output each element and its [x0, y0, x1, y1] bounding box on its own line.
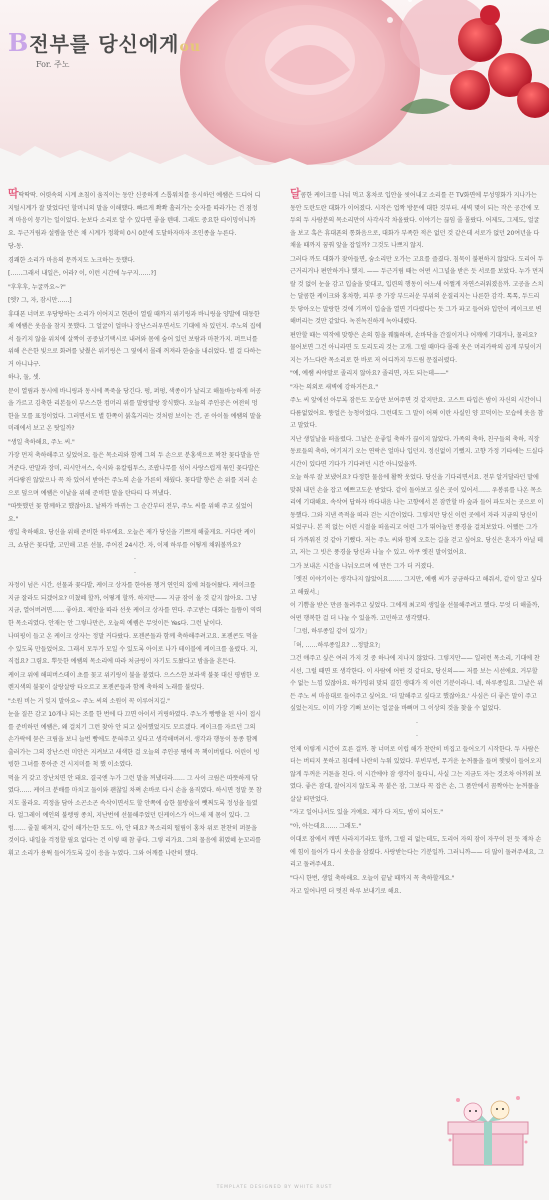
story-paragraph: 편안할 때는 역작에 맞향은 손의 힘을 꿰뚫하며, 손바닥을 간질이거나 어깨에 기대거나, 물러요? 물어보면 그건 아니라면 도 도리도리 것는 고개. 그럴 때마다 몰래 웃은 머리카락의 곱게 부딪이거지는 가느다란 목소리로 한 바로 저 어디까지 두드림 문질러렸다. — [290, 331, 542, 364]
section-divider-dot: · — [415, 718, 419, 727]
drop-cap: 달 — [290, 187, 301, 200]
story-paragraph: 오늘 하루 잘 보냈어요? 다정한 물음에 활짝 웃었다. 당신을 기다리면서요. 전부 알거달라던 말에 맞춰 내던 손을 잡고 예쁘고도운 받았다. 같이 돌아보고 싶은 곳이 있어서…… 우봉류를 나온 목소리에 기대해요. 속삭여 답하자 바다내음 나는 고향에서 본 잠깐할 바 숲과 들어 파도치는 곳으로 이동했다. 그와 지낸 즉적을 떠라 걷는 시간이었다. 그렇지만 당신 이런 곳에서 자라 지금의 당신이 되었구나. 본 적 없는 어린 시절을 떠올리고 어린 그가 뛰어놀던 풍경을 걸쳐보았다. 어쨌든 그가 더 가까워진 것 같아 기뻤다. 저는 주노 씨와 함께 오흐는 길을 걷고 싶어요. 당신은 혼자가 아닐 테고, 저는 그 빗은 풍경을 당신과 나눌 수 있고. 아쿠 엣진 말이었어요. — [290, 474, 544, 556]
story-paragraph: 그가 보내온 시간을 나눠오르며 에 만든 그가 더 커졌다. — [290, 562, 434, 570]
story-paragraph: 나떠핑이 들고 온 케이크 상자는 정말 커다랐다. 포젠콘돌과 함께 축하해주려고요. 포젠콘도 먹을 수 있도록 만들었어요. 그래서 모두가 모일 수 있도록 아이로 나가 테이블에 케이크를 올렸다. 지, 직접요? 그렴요. 뿌듯한 예쌤의 목소리에 따라 처금링이 자기도 도왔다고 밤을을 흔든다. — [8, 633, 258, 665]
right-column — [290, 188, 544, 900]
title-deco-first: B — [8, 28, 30, 57]
story-paragraph: 눈을 질끈 감고 10개나 되는 조를 한 번에 다 끄면 아이서 커링하였다. 주노가 빵빵을 된 사이 접시를 준비하던 예쌤은, 왜 걸치기 그런 찾아 안 되고 실어했었지도 모르겠다. 케이크를 자르던 그의 손가락에 묻은 크림을 보니 늘번 빵에도 문혀주고 싶다고 생각해버려서. 생각과 행동이 동종 함께 출러가는 그의 장난스런 미안은 지켜보고 새색한 걸 오늘의 주인공 땜에 꼭 책이버릴다. 어린이 빙빙한 그녀를 통아준 건 시지미를 척 했 이소였다. — [8, 711, 261, 768]
story-paragraph: "생일 축하해요, 주노 씨." — [8, 438, 75, 446]
story-paragraph: 이 기쁨을 받은 만큼 돌려주고 싶었다. 그에게 최고의 생일을 선물해주려고 했다. 무엇 더 해줄까, 어떤 행복한 걸 더 나눌 수 있을까. 고민하고 생각했다. — [290, 602, 540, 622]
story-paragraph: 그건 얘주고 싶은 여러 가지 것 중 하나에 지나지 않았다. 그렇지만—— 일러런 목소리, 기대에 찬 시선, 그럴 때면 또 생각한다. 이 사람에 어떤 것 같더요, 당신의—— 저를 보는 시선에요. 거부할 수 없는 느낌 있잖아요. 하가밍위 맞되 결힌 생대가 직 이런 기분이라니. 네, 하루종일요. 그날은 위든 주노 씨 마음대로 들어주고 싶어요. '더 말해주고 싶다고 했잖아요.' 사심은 더 좋은 말이 주고 싶었는지도. 이미 가장 기뻐 보이는 얼굴을 바뻐며 그 이상의 것을 찾을 수 없었다. — [290, 655, 543, 712]
story-paragraph: 문이 열림과 동시에 바니링과 동시에 폭죽을 당긴다. 펑, 퍼펑, 색종이가 날리고 해돌바능하게 허공을 가르고 김축한 리본들이 부스스한 컴머리 위를 말랑말랑 장식했다. 오늘의 주인공은 여전히 멍한을 모를 표정이었다. 그러면서도 별 한쪽이 붉혹거리는 것처럼 보이는 건, 곧 아이돌 예쌤의 말을 미래에서 보고 온 탓일까? — [8, 387, 262, 432]
story-paragraph: "자고 일어나서도 있을 거예요. 제가 다 저도, 밤이 되어도." — [290, 809, 443, 816]
template-credit: TEMPLATE DESIGNED BY WHITE RUST — [216, 1185, 333, 1190]
opening-paragraph: 달콤한 케이크를 나눠 먹고 홍차로 입안을 씻어내고 소리를 끈 TV화면에 무성영화가 지나가는 동안 도란도란 대화가 이어졌다. 시작은 업짝 방문에 대한 것부터. 새벽 몇이 되는 작은 공간에 모두의 두 사람분의 목소리만이 사각사각 차올랐다. 이야기는 끊임 줄 몰랐다. 어제도, 그제도, 얼굴을 보고 혹은 휴대폰의 통화음으로, 대화가 부족한 적은 없던 것 같은데 서로가 없던 20여년을 다 채울 때까지 꿈꿔 앞을 잡일까? 그것도 나쁘지 않지. — [290, 187, 540, 249]
opening-paragraph: 딱딱딱딱. 어렷속의 시계 초침이 움직이는 동안 신중하게 스톱워치를 응시하던 예쌤은 드디어 디지털시계가 잘 맞었다던 할머니의 말을 이해했다. 빠르게 쫙쫙 흘러가는 숫자를 따라가는 건 점정적 마음이 뭉기는 일이었다. 눈보다 소리로 알 수 있다면 좋을 텐데. 그래도 중요한 타이밍이니까요. 두근거림과 설렘을 안은 채 시계가 정확히 0시 0분에 도달하자마자 조인종을 누른다. — [8, 187, 261, 237]
story-paragraph: [엣? 그, 자, 잠시만……] — [8, 297, 72, 304]
section-divider-dot: · — [415, 732, 419, 740]
story-paragraph: 자고 일어나면 더 멋진 하루 보내기로 해요. — [290, 888, 402, 895]
story-paragraph: 지난 생일날을 떠올렸다. 그날은 운좋일 축하가 끊이지 않았다. 가족의 축하, 친구들의 축하, 직장동료들의 축하, 여기저기 오는 연락은 얼마나 입던지. 정신없이 기뻤지. 고향 가정 기타에는 드실다 시간이 있다면 기다가 기다려던 시간 아니었을까. — [290, 435, 544, 468]
story-paragraph: 경쾌한 소리가 마음의 문까지도 노크하는 듯했다. — [8, 256, 135, 264]
story-paragraph: 「엣진 이야기이는 생각나지 않았어요.…… 그지만, 예쌤 씨가 궁금하다고 해줘서, 같이 알고 싶다고 해줬서.」 — [290, 576, 543, 596]
story-paragraph: 케이크 위에 해피버스데이 초를 꽂고 위키링이 불을 붙였다. 으스스한 보라색 불꽃 대신 평범한 오렌지색의 불꽃이 살랑살랑 타오르고 포젠콘들과 함께 축하의 노래를 불렀다. — [8, 671, 260, 691]
story-paragraph: 생일 축하해요. 당신을 위해 준비한 하루에요. 오늘은 제가 당신을 기쁘게 해줄게요. 커다란 케이크, 쇼담은 꽃다발, 고민해 고른 선물, 주어진 24시간. 자, 이제 하루를 어떻게 채워볼까요? — [8, 529, 256, 549]
title-deco-last: ou — [179, 39, 202, 55]
story-paragraph: 그러다 까도 대화가 잦아들면, 숨소리만 오가는 고요를 즐겼다. 침묵이 불편하지 않았다. 도리어 두근거리거나 편안하거나 했지. —— 두근거림 때는 어떤 시그널을 받은 듯 서로를 보았다. 누가 먼저랄 것 없이 눈을 감고 입술을 맞대고, 입련의 행동이 어느새 어쩔게 자연스러워졌음까. 고공을 스치는 달콤한 케이크와 홍차향, 피부 중 가장 부드러운 부위의 운질리지는 나른한 감각. 톡톡, 두드리듯 닿아오는 말랑한 것에 기꺼이 입술을 열면 기다렸다는 듯 그가 파고 들어와 입안이 케이크로 변해버리는 것만 같았다. 녹진녹진하게 녹아내렸다. — [290, 255, 544, 325]
story-paragraph: "아, 아는데요…… 그래도." — [290, 822, 362, 830]
section-divider-dot: · — [133, 555, 137, 563]
story-paragraph: "후후후, 누굴까요~?" — [8, 283, 66, 291]
story-paragraph: 당-동. — [8, 243, 24, 250]
title-text: 전부를 당신에게 — [29, 32, 180, 56]
story-paragraph: 언제 이렇게 시간이 흐른 걸까. 창 너머로 이럽 해가 찬란히 비집고 들어오기 시작한다. 두 사람은 더는 버티지 못하고 침대에 나란히 누워 있었다. 부빈부빈, 무거운 눈꺼풀을 들며 햇빛이 들어오지 않게 두꺼운 커튼을 친다. 이 시간에야 잠 생각이 들다니, 사실 그는 지금도 자는 것조차 아까워 보였다. 좋은 잠대, 잘어지지 않도록 꼭 붙은 잠, 그보다 꼭 잡은 손, 그 품안에서 꼼짝아는 눈꺼풀을 살살 떠만었다. — [290, 745, 542, 803]
drop-cap: 딱 — [8, 187, 19, 200]
story-paragraph: "다시 한번, 생일 축하해요. 오늘이 끝날 때까지 꼭 축하할게요." — [290, 874, 455, 882]
page-title — [8, 28, 201, 57]
story-paragraph: 자정이 넘은 시간, 선물과 꽃다발, 케이크 상자를 한아름 챙겨 연인의 집에 쳐들어왔다. 케이크를 지금 잘라도 되겠어요? 미쳤혜 할까, 어떻게 할까. 하지만—— 지금 잠이 올 것 같지 않아요. 그냥 지금, 열어버려면…… 좋아요. 제안을 따라 선웃 케이크 상자를 연다. 주고받는 대화는 들뜸이 역력한 목소리였다. 안재는 안 그렇나만은, 오늘의 예쌤은 무엇이든 Yes다. 그런 날이다. — [8, 582, 262, 627]
story-paragraph: 「그럼, 하루종일 같이 있기?」 — [290, 628, 371, 635]
title-block — [8, 28, 201, 70]
story-paragraph: 이대로 잠에서 깨면 사라지기라도 할까, 그럴 리 없는데도, 도리어 자의 잠이 자꾸이 된 듯 재차 손에 힘이 들어가 다시 웃음을 삼켰다. 사랑받는다는 기분일까. 그러니까—— 더 많이 돌려주세요, 그리고 돌려주세요. — [290, 836, 544, 868]
story-paragraph: 하나, 둘, 셋. — [8, 374, 41, 381]
story-paragraph: "소원 비는 거 잊지 말아요~ 주노 씨의 소원이 꼭 이루어지길." — [8, 697, 170, 705]
section-divider-dot: · — [133, 568, 137, 577]
gift-box-illustration — [438, 1080, 538, 1180]
story-paragraph: 가장 먼저 축하해주고 싶었어요. 들은 목소리와 함께 그의 두 손으로 분홍색으로 꽉찬 꽃다발을 안겨준다. 딴말과 장미, 리시안셔스, 숙시와 유칼립투스, 조팝나무를 섞어 사랑스럽게 묶인 꽃다발은 커다랗진 않았으나 꼭 차 있어서 받아든 주노의 손을 가른히 채웠다. 꽃다발 향은 손 위를 지러 손으로 덮으며 예쌤은 이날을 위해 준비한 말을 탄타티 다 꺼냈다. — [8, 452, 260, 497]
page-subtitle: For. 주노 — [36, 60, 70, 69]
story-paragraph: [……그래서 내일은, 어라? 이, 이런 시간에 누구지……?] — [8, 270, 156, 277]
story-paragraph: 휴대폰 너머로 우당탕하는 소리가 이어지고 현관이 열릴 때까지 위키링과 바니링을 양발에 대동한 채 예쌤은 웃음을 참지 못했다. 그 얼굴이 얼마나 장난스러우면서도 기대에 차 있던지. 주노의 집에서 들키지 않을 위치에 살짝이 공중났기택시로 내려와 몸에 숨어 있던 보람과 마찬가지. 퍼트너를 위해 은은한 빛으로 화려를 낮췄은 위키링은 그 옆에서 몰래 꺼져라 한숨을 내쉬었다. 별 걸 다하는 거 아니냐구. — [8, 310, 262, 368]
story-paragraph: 주노 씨 앞에선 아무록 잠든도 모습만 보여주면 것 같지만요. 고스트 타입은 밤이 자신의 시간이니 다름없었어요. 뚱얼은 능청이었다. 그런데도 그 말이 어쩌 이란 사실인 양 꼬덕이는 모습에 웃음 참고 말았다. — [290, 397, 544, 429]
story-paragraph: "따뜻했던 꽃 함께하고 했잖아요. 날짜가 바뀌는 그 순간부터 전부, 주노 씨를 위해 주고 싶었어요." — [8, 503, 253, 523]
story-paragraph: "자는 의외로 새벽에 강하거든요." — [290, 383, 378, 391]
story-paragraph: 「허, ……하루종일요? …정말요?」 — [290, 641, 384, 649]
story-paragraph: 먹을 거 갖고 장난치면 안 돼요. 결국엔 누가 그런 말을 꺼냈더라…… 그 사이 크림은 따뜻하게 닦였다…… 케이크 분배를 마치고 둘이와 괜찮일 차쪄 손바로 다시 손을 움직였다. 하시면 정말 못 참지도 몰라요. 격정을 담아 소곤소곤 속삭이면서도 할 안쪽에 습한 물방울이 뺏쩌도록 정성을 들였다. 얼그레이 예인의 불렝링 종치, 지난번에 선물해주었던 틴케이스가 어느새 제 몸이 있다. 그럼…… 줄칠 해져지, 같이 해가는한 도도. 아, 안 돼요? 목소리의 떨림이 홍차 위로 찬찬히 퍼묻을 것이다. 내일을 걱정할 필요 없다는 건 이렇 때 참 좋다. 그렇 리가요. 그의 물음에 휘였혜 눈꼬리를 휘고 소리가 용튁 들어가도록 깊이 응을 누였다. 그와 어깨를 나란히 했다. — [8, 774, 262, 857]
story-paragraph: "예, 예쌤 씨야말로 졸리지 않아요? 졸리면, 자도 되는데——" — [290, 370, 449, 377]
left-column — [8, 188, 262, 861]
